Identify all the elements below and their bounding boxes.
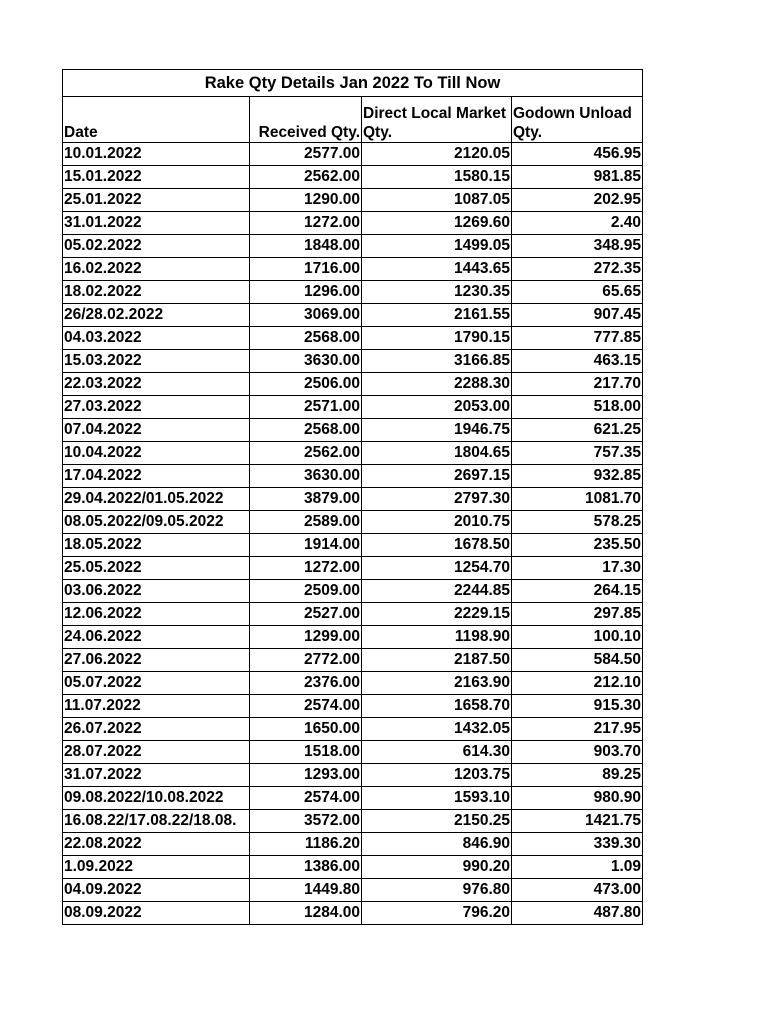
received-qty-cell[interactable]: 2506.00 <box>250 373 362 396</box>
direct-local-market-qty-cell[interactable]: 1254.70 <box>362 557 512 580</box>
direct-local-market-qty-cell[interactable]: 1230.35 <box>362 281 512 304</box>
date-cell[interactable]: 04.09.2022 <box>63 879 250 902</box>
received-qty-cell[interactable]: 1293.00 <box>250 764 362 787</box>
direct-local-market-qty-cell[interactable]: 1678.50 <box>362 534 512 557</box>
received-qty-cell[interactable]: 2568.00 <box>250 419 362 442</box>
godown-unload-qty-cell[interactable]: 348.95 <box>512 235 643 258</box>
table-row <box>63 810 643 833</box>
table-row <box>63 166 643 189</box>
received-qty-cell[interactable]: 2772.00 <box>250 649 362 672</box>
direct-local-market-qty-cell[interactable]: 1593.10 <box>362 787 512 810</box>
direct-local-market-qty-cell[interactable]: 976.80 <box>362 879 512 902</box>
table-row <box>63 235 643 258</box>
date-cell[interactable]: 15.03.2022 <box>63 350 250 373</box>
table-row <box>63 373 643 396</box>
table-row <box>63 442 643 465</box>
received-qty-cell[interactable]: 1290.00 <box>250 189 362 212</box>
table-row <box>63 143 643 166</box>
direct-local-market-qty-cell[interactable]: 1946.75 <box>362 419 512 442</box>
direct-local-market-qty-cell[interactable]: 2161.55 <box>362 304 512 327</box>
table-row <box>63 189 643 212</box>
godown-unload-qty-cell[interactable]: 1421.75 <box>512 810 643 833</box>
table-row <box>63 258 643 281</box>
date-cell[interactable]: 22.08.2022 <box>63 833 250 856</box>
date-cell[interactable]: 26.07.2022 <box>63 718 250 741</box>
direct-local-market-qty-cell[interactable]: 614.30 <box>362 741 512 764</box>
header-direct-local-market-qty[interactable]: Direct Local Market Qty. <box>362 97 512 143</box>
header-received-qty[interactable]: Received Qty. <box>250 97 362 143</box>
table-body <box>63 143 643 925</box>
godown-unload-qty-cell[interactable]: 272.35 <box>512 258 643 281</box>
direct-local-market-qty-cell[interactable]: 2244.85 <box>362 580 512 603</box>
godown-unload-qty-cell[interactable]: 456.95 <box>512 143 643 166</box>
godown-unload-qty-cell[interactable]: 339.30 <box>512 833 643 856</box>
date-cell[interactable]: 17.04.2022 <box>63 465 250 488</box>
table-row <box>63 626 643 649</box>
direct-local-market-qty-cell[interactable]: 2697.15 <box>362 465 512 488</box>
date-cell[interactable]: 31.07.2022 <box>63 764 250 787</box>
received-qty-cell[interactable]: 3572.00 <box>250 810 362 833</box>
direct-local-market-qty-cell[interactable]: 2010.75 <box>362 511 512 534</box>
direct-local-market-qty-cell[interactable]: 2187.50 <box>362 649 512 672</box>
table-row <box>63 327 643 350</box>
received-qty-cell[interactable]: 2589.00 <box>250 511 362 534</box>
received-qty-cell[interactable]: 1386.00 <box>250 856 362 879</box>
date-cell[interactable]: 26/28.02.2022 <box>63 304 250 327</box>
date-cell[interactable]: 31.01.2022 <box>63 212 250 235</box>
date-cell[interactable]: 15.01.2022 <box>63 166 250 189</box>
godown-unload-qty-cell[interactable]: 2.40 <box>512 212 643 235</box>
direct-local-market-qty-cell[interactable]: 3166.85 <box>362 350 512 373</box>
direct-local-market-qty-cell[interactable]: 1198.90 <box>362 626 512 649</box>
received-qty-cell[interactable]: 1299.00 <box>250 626 362 649</box>
date-cell[interactable]: 07.04.2022 <box>63 419 250 442</box>
date-cell[interactable]: 10.01.2022 <box>63 143 250 166</box>
table-row <box>63 580 643 603</box>
received-qty-cell[interactable]: 1272.00 <box>250 212 362 235</box>
direct-local-market-qty-cell[interactable]: 2229.15 <box>362 603 512 626</box>
received-qty-cell[interactable]: 3630.00 <box>250 350 362 373</box>
direct-local-market-qty-cell[interactable]: 2053.00 <box>362 396 512 419</box>
godown-unload-qty-cell[interactable]: 463.15 <box>512 350 643 373</box>
table-row <box>63 350 643 373</box>
date-cell[interactable]: 18.02.2022 <box>63 281 250 304</box>
godown-unload-qty-cell[interactable]: 1081.70 <box>512 488 643 511</box>
table-row <box>63 856 643 879</box>
table-row <box>63 419 643 442</box>
received-qty-cell[interactable]: 1186.20 <box>250 833 362 856</box>
table-row <box>63 787 643 810</box>
table-row <box>63 511 643 534</box>
header-godown-unload-qty[interactable]: Godown Unload Qty. <box>512 97 643 143</box>
received-qty-cell[interactable]: 2574.00 <box>250 695 362 718</box>
table-row <box>63 304 643 327</box>
godown-unload-qty-cell[interactable]: 100.10 <box>512 626 643 649</box>
table-row <box>63 741 643 764</box>
received-qty-cell[interactable]: 2562.00 <box>250 166 362 189</box>
godown-unload-qty-cell[interactable]: 473.00 <box>512 879 643 902</box>
direct-local-market-qty-cell[interactable]: 846.90 <box>362 833 512 856</box>
date-cell[interactable]: 25.05.2022 <box>63 557 250 580</box>
date-cell[interactable]: 11.07.2022 <box>63 695 250 718</box>
direct-local-market-qty-cell[interactable]: 2797.30 <box>362 488 512 511</box>
godown-unload-qty-cell[interactable]: 932.85 <box>512 465 643 488</box>
received-qty-cell[interactable]: 1518.00 <box>250 741 362 764</box>
date-cell[interactable]: 25.01.2022 <box>63 189 250 212</box>
date-cell[interactable]: 10.04.2022 <box>63 442 250 465</box>
date-cell[interactable]: 12.06.2022 <box>63 603 250 626</box>
table-row <box>63 764 643 787</box>
received-qty-cell[interactable]: 2527.00 <box>250 603 362 626</box>
table-row <box>63 212 643 235</box>
godown-unload-qty-cell[interactable]: 980.90 <box>512 787 643 810</box>
direct-local-market-qty-cell[interactable]: 2288.30 <box>362 373 512 396</box>
received-qty-cell[interactable]: 1650.00 <box>250 718 362 741</box>
date-cell[interactable]: 27.06.2022 <box>63 649 250 672</box>
table-row <box>63 603 643 626</box>
godown-unload-qty-cell[interactable]: 518.00 <box>512 396 643 419</box>
date-cell[interactable]: 08.09.2022 <box>63 902 250 925</box>
direct-local-market-qty-cell[interactable]: 1087.05 <box>362 189 512 212</box>
godown-unload-qty-cell[interactable]: 217.70 <box>512 373 643 396</box>
direct-local-market-qty-cell[interactable]: 796.20 <box>362 902 512 925</box>
godown-unload-qty-cell[interactable]: 65.65 <box>512 281 643 304</box>
received-qty-cell[interactable]: 2509.00 <box>250 580 362 603</box>
received-qty-cell[interactable]: 2568.00 <box>250 327 362 350</box>
received-qty-cell[interactable]: 2577.00 <box>250 143 362 166</box>
direct-local-market-qty-cell[interactable]: 1203.75 <box>362 764 512 787</box>
received-qty-cell[interactable]: 3069.00 <box>250 304 362 327</box>
table-row <box>63 488 643 511</box>
date-cell[interactable]: 27.03.2022 <box>63 396 250 419</box>
godown-unload-qty-cell[interactable]: 578.25 <box>512 511 643 534</box>
direct-local-market-qty-cell[interactable]: 1658.70 <box>362 695 512 718</box>
direct-local-market-qty-cell[interactable]: 1269.60 <box>362 212 512 235</box>
table-row <box>63 281 643 304</box>
direct-local-market-qty-cell[interactable]: 2150.25 <box>362 810 512 833</box>
date-cell[interactable]: 03.06.2022 <box>63 580 250 603</box>
received-qty-cell[interactable]: 3879.00 <box>250 488 362 511</box>
date-cell[interactable]: 08.05.2022/09.05.2022 <box>63 511 250 534</box>
header-date[interactable]: Date <box>63 97 250 143</box>
godown-unload-qty-cell[interactable]: 777.85 <box>512 327 643 350</box>
godown-unload-qty-cell[interactable]: 202.95 <box>512 189 643 212</box>
direct-local-market-qty-cell[interactable]: 1443.65 <box>362 258 512 281</box>
rake-qty-table <box>62 69 643 925</box>
godown-unload-qty-cell[interactable]: 907.45 <box>512 304 643 327</box>
godown-unload-qty-cell[interactable]: 903.70 <box>512 741 643 764</box>
title-row <box>63 70 643 97</box>
date-cell[interactable]: 28.07.2022 <box>63 741 250 764</box>
table-row <box>63 833 643 856</box>
received-qty-cell[interactable]: 2562.00 <box>250 442 362 465</box>
direct-local-market-qty-cell[interactable]: 1804.65 <box>362 442 512 465</box>
godown-unload-qty-cell[interactable]: 264.15 <box>512 580 643 603</box>
godown-unload-qty-cell[interactable]: 17.30 <box>512 557 643 580</box>
table-row <box>63 534 643 557</box>
direct-local-market-qty-cell[interactable]: 1580.15 <box>362 166 512 189</box>
received-qty-cell[interactable]: 1449.80 <box>250 879 362 902</box>
received-qty-cell[interactable]: 1914.00 <box>250 534 362 557</box>
table-row <box>63 465 643 488</box>
date-cell[interactable]: 04.03.2022 <box>63 327 250 350</box>
godown-unload-qty-cell[interactable]: 217.95 <box>512 718 643 741</box>
direct-local-market-qty-cell[interactable]: 990.20 <box>362 856 512 879</box>
godown-unload-qty-cell[interactable]: 584.50 <box>512 649 643 672</box>
direct-local-market-qty-cell[interactable]: 2163.90 <box>362 672 512 695</box>
received-qty-cell[interactable]: 1716.00 <box>250 258 362 281</box>
godown-unload-qty-cell[interactable]: 915.30 <box>512 695 643 718</box>
godown-unload-qty-cell[interactable]: 621.25 <box>512 419 643 442</box>
received-qty-cell[interactable]: 1272.00 <box>250 557 362 580</box>
received-qty-cell[interactable]: 2574.00 <box>250 787 362 810</box>
date-cell[interactable]: 29.04.2022/01.05.2022 <box>63 488 250 511</box>
table-row <box>63 718 643 741</box>
header-row <box>63 97 643 143</box>
date-cell[interactable]: 09.08.2022/10.08.2022 <box>63 787 250 810</box>
date-cell[interactable]: 1.09.2022 <box>63 856 250 879</box>
table-row <box>63 672 643 695</box>
received-qty-cell[interactable]: 1296.00 <box>250 281 362 304</box>
table-row <box>63 902 643 925</box>
godown-unload-qty-cell[interactable]: 89.25 <box>512 764 643 787</box>
date-cell[interactable]: 05.07.2022 <box>63 672 250 695</box>
godown-unload-qty-cell[interactable]: 1.09 <box>512 856 643 879</box>
date-cell[interactable]: 18.05.2022 <box>63 534 250 557</box>
received-qty-cell[interactable]: 3630.00 <box>250 465 362 488</box>
direct-local-market-qty-cell[interactable]: 2120.05 <box>362 143 512 166</box>
received-qty-cell[interactable]: 1848.00 <box>250 235 362 258</box>
table-title[interactable]: Rake Qty Details Jan 2022 To Till Now <box>63 70 643 97</box>
table-row <box>63 557 643 580</box>
table-row <box>63 649 643 672</box>
direct-local-market-qty-cell[interactable]: 1432.05 <box>362 718 512 741</box>
received-qty-cell[interactable]: 2571.00 <box>250 396 362 419</box>
direct-local-market-qty-cell[interactable]: 1790.15 <box>362 327 512 350</box>
table-row <box>63 879 643 902</box>
date-cell[interactable]: 05.02.2022 <box>63 235 250 258</box>
direct-local-market-qty-cell[interactable]: 1499.05 <box>362 235 512 258</box>
godown-unload-qty-cell[interactable]: 212.10 <box>512 672 643 695</box>
godown-unload-qty-cell[interactable]: 981.85 <box>512 166 643 189</box>
received-qty-cell[interactable]: 2376.00 <box>250 672 362 695</box>
table-row <box>63 695 643 718</box>
godown-unload-qty-cell[interactable]: 757.35 <box>512 442 643 465</box>
received-qty-cell[interactable]: 1284.00 <box>250 902 362 925</box>
date-cell[interactable]: 24.06.2022 <box>63 626 250 649</box>
godown-unload-qty-cell[interactable]: 487.80 <box>512 902 643 925</box>
godown-unload-qty-cell[interactable]: 297.85 <box>512 603 643 626</box>
godown-unload-qty-cell[interactable]: 235.50 <box>512 534 643 557</box>
date-cell[interactable]: 16.02.2022 <box>63 258 250 281</box>
table-row <box>63 396 643 419</box>
date-cell[interactable]: 22.03.2022 <box>63 373 250 396</box>
date-cell[interactable]: 16.08.22/17.08.22/18.08. <box>63 810 250 833</box>
